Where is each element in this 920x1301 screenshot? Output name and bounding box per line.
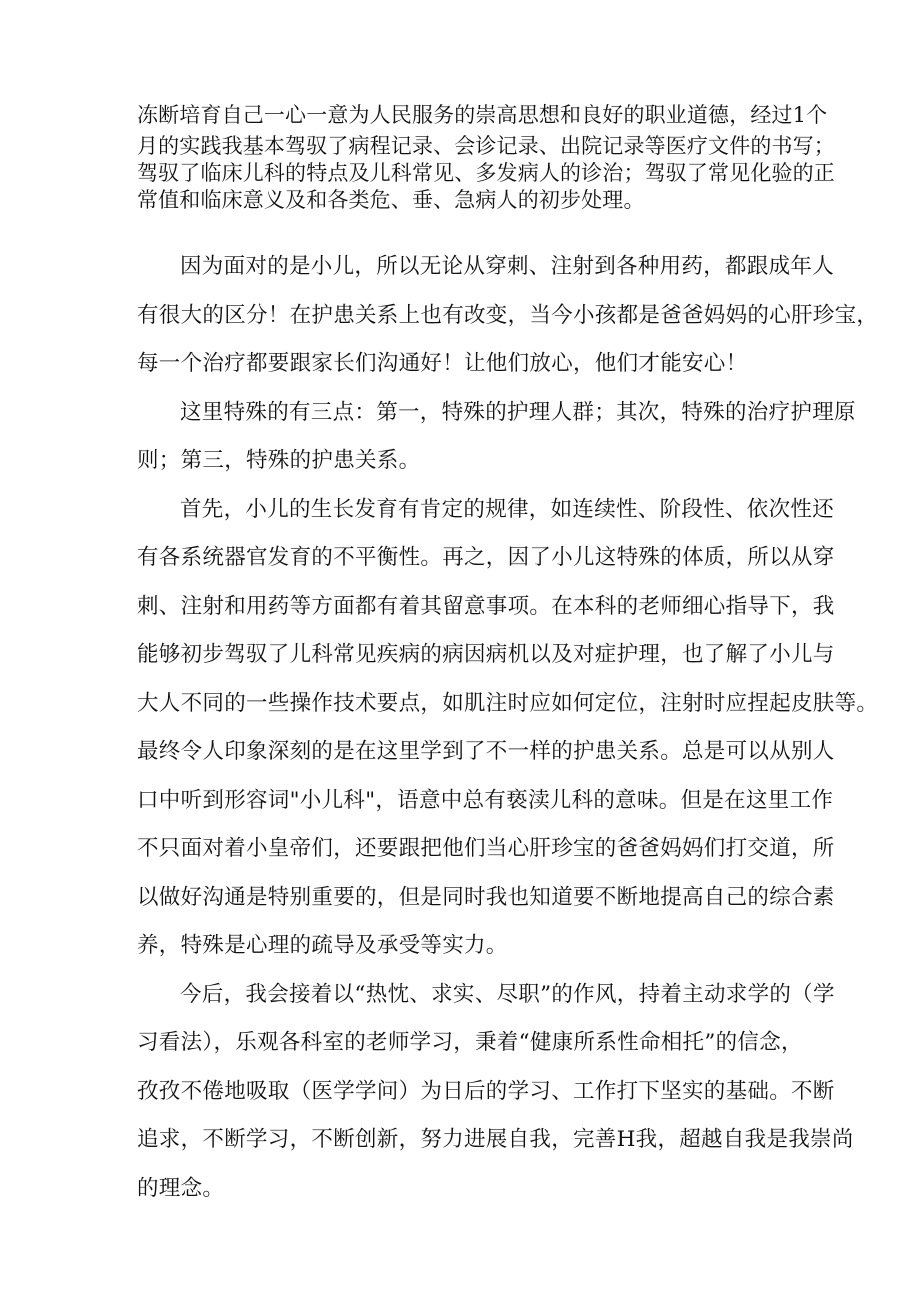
text-line: 刺、注射和用药等方面都有着其留意事项。在本科的老师细心指导下，我 xyxy=(137,594,835,619)
text-line: 驾驭了临床儿科的特点及儿科常见、多发病人的诊治；驾驭了常见化验的正 xyxy=(137,161,835,185)
text-line: 不只面对着小皇帝们，还要跟把他们当心肝珍宝的爸爸妈妈们打交道，所 xyxy=(137,836,835,861)
text-line: 有各系统器官发育的不平衡性。再之，因了小儿这特殊的体质，所以从穿 xyxy=(137,545,835,570)
text-line: 的理念。 xyxy=(137,1176,225,1201)
text-line: 因为面对的是小儿，所以无论从穿刺、注射到各种用药，都跟成年人 xyxy=(180,254,835,279)
text-line: 月的实践我基本驾驭了病程记录、会诊记录、出院记录等医疗文件的书写； xyxy=(137,134,835,158)
text-line: 则；第三，特殊的护患关系。 xyxy=(137,448,421,473)
text-line: 习看法），乐观各科室的老师学习，秉着“健康所系性命相托”的信念， xyxy=(137,1030,803,1055)
text-line: 冻断培育自己一心一意为人民服务的崇高思想和良好的职业道德，经过1个 xyxy=(137,103,828,127)
text-line: 有很大的区分！在护患关系上也有改变，当今小孩都是爸爸妈妈的心肝珍宝， xyxy=(137,303,879,328)
text-line: 能够初步驾驭了儿科常见疾病的病因病机以及对症护理，也了解了小儿与 xyxy=(137,642,835,667)
text-line: 口中听到形容词"小儿科"，语意中总有亵渎儿科的意味。但是在这里工作 xyxy=(137,788,834,813)
text-line: 常值和临床意义及和各类危、垂、急病人的初步处理。 xyxy=(137,188,645,212)
text-line: 最终令人印象深刻的是在这里学到了不一样的护患关系。总是可以从别人 xyxy=(137,739,835,764)
text-line: 追求，不断学习，不断创新，努力进展自我，完善H我，超越自我是我崇尚 xyxy=(137,1127,854,1152)
text-line: 首先，小儿的生长发育有肯定的规律，如连续性、阶段性、依次性还 xyxy=(180,497,835,522)
text-line: 以做好沟通是特别重要的，但是同时我也知道要不断地提高自己的综合素 xyxy=(137,885,835,910)
text-line: 大人不同的一些操作技术要点，如肌注时应如何定位，注射时应捏起皮肤等。 xyxy=(137,691,879,716)
text-line: 今后，我会接着以“热忱、求实、尽职”的作风，持着主动求学的（学 xyxy=(180,982,835,1007)
text-line: 每一个治疗都要跟家长们沟通好！让他们放心，他们才能安心！ xyxy=(137,351,748,376)
text-line: 孜孜不倦地吸取（医学学问）为日后的学习、工作打下坚实的基础。不断 xyxy=(137,1079,835,1104)
text-line: 这里特殊的有三点：第一，特殊的护理人群；其次，特殊的治疗护理原 xyxy=(180,400,856,425)
text-line: 养，特殊是心理的疏导及承受等实力。 xyxy=(137,933,508,958)
